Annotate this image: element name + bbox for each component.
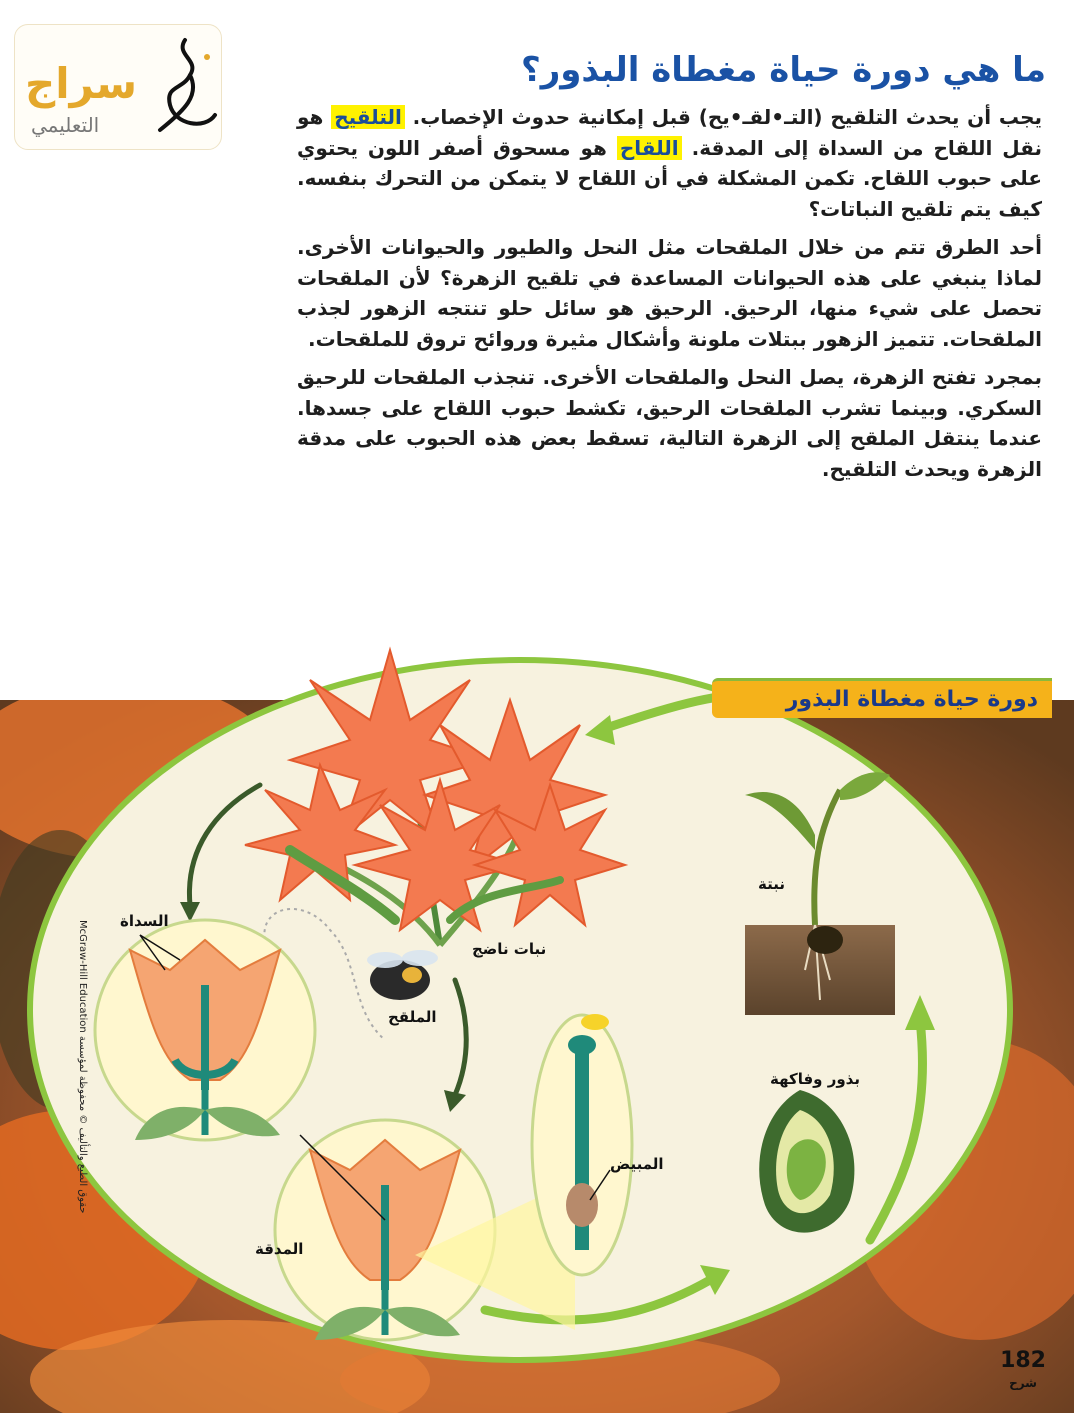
- page-number: [1000, 1350, 1046, 1394]
- label-seeds-fruit: بذور وفاكهة: [770, 1070, 860, 1088]
- image-credit: McGraw-Hill Education حقوق الطبع والتأليف © محفوظة لمؤسسة: [77, 920, 88, 1214]
- label-ovary: المبيض: [610, 1155, 664, 1173]
- p1-post: هو مسحوق أصفر اللون يحتوي على حبوب اللقاح. تكمن المشكلة في أن اللقاح لا يتمكن من التحرك بنفسه. كيف يتم تلقيح النباتات؟: [297, 135, 1042, 221]
- term-pollination: التلقيح: [331, 105, 405, 129]
- p1-line: [297, 102, 1042, 224]
- label-pistil: المدقة: [255, 1240, 304, 1258]
- label-pollinator: الملقح: [388, 1008, 437, 1026]
- calligraphy-icon: [145, 35, 225, 145]
- logo-word: سراج: [25, 59, 138, 108]
- life-cycle-figure: [0, 590, 1074, 1413]
- label-stamen: السداة: [120, 912, 169, 930]
- paragraph-pollinators: أحد الطرق تتم من خلال الملقحات مثل النحل والطيور والحيوانات الأخرى. لماذا ينبغي على هذه الحيوانات المساعدة في تلقيح الزهرة؟ لأن الملقحات تحصل على شيء منها، الرحيق. الرحيق هو سائل حلو تنتجه الزهور لجذب الملقحات. تتميز الزهور ببتلات ملونة وأشكال مثيرة وروائح تروق للملقحات.: [297, 235, 1042, 351]
- logo-subtitle: التعليمي: [31, 113, 100, 137]
- page-title: ما هي دورة حياة مغطاة البذور؟: [521, 50, 1046, 90]
- paragraph-pollination: [297, 102, 1042, 224]
- logo: [14, 24, 222, 150]
- label-seedling: نبتة: [758, 875, 785, 893]
- term-pollen: اللقاح: [617, 136, 682, 160]
- page-number-value: 182: [1000, 1348, 1046, 1373]
- label-mature-plant: نبات ناضج: [472, 940, 547, 958]
- figure-title: دورة حياة مغطاة البذور: [712, 678, 1052, 718]
- p1-mid: هو نقل اللقاح من السداة إلى المدقة.: [297, 105, 1042, 160]
- page-number-label: شرح: [1009, 1376, 1037, 1390]
- p1-pre: يجب أن يحدث التلقيح (التـ•لقـ•يح) قبل إمكانية حدوث الإخصاب.: [412, 105, 1042, 129]
- paragraph-nectar: بمجرد تفتح الزهرة، يصل النحل والملقحات الأخرى. تنجذب الملقحات للرحيق السكري. وبينما تشرب الملقحات الرحيق، تكشط حبوب اللقاح على جسدها. عندما ينتقل الملقح إلى الزهرة التالية، تسقط بعض هذه الحبوب على مدقة الزهرة ويحدث التلقيح.: [297, 365, 1042, 481]
